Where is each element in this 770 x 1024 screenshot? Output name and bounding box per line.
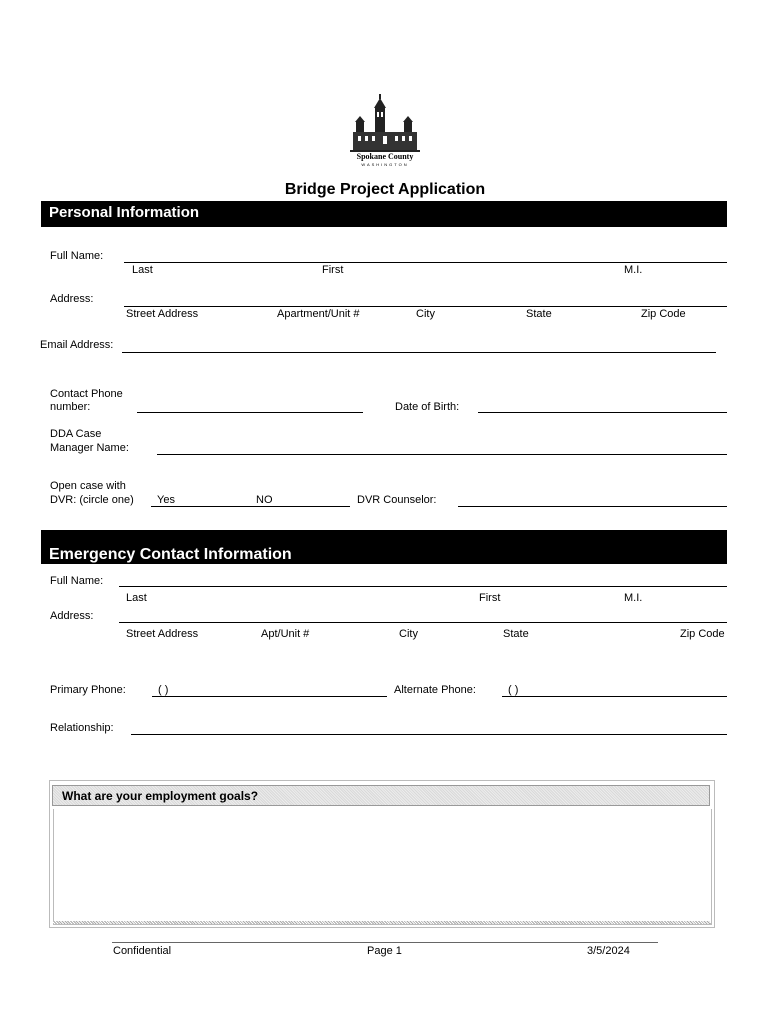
name-mi-caption: M.I. [624,264,643,276]
email-label: Email Address: [40,339,114,351]
contact-phone-field[interactable] [137,412,363,413]
goals-bottom-border [53,921,710,924]
address-zip-caption: Zip Code [641,308,686,320]
dvr-label-text: DVR: (circle one) [50,494,134,506]
alternate-phone-paren: ( ) [508,684,519,696]
relationship-label: Relationship: [50,722,114,734]
employment-goals-title: What are your employment goals? [62,789,259,803]
address-city-caption: City [416,308,435,320]
dvr-label-line2 [50,494,134,506]
alternate-phone-label: Alternate Phone: [394,684,476,696]
dvr-yes-option[interactable]: Yes [157,494,175,506]
logo-sub: WASHINGTON [361,162,409,167]
dda-manager-field[interactable] [157,454,727,455]
name-last-caption: Last [132,264,153,276]
primary-phone-label: Primary Phone: [50,684,126,696]
personal-section-title: Personal Information [49,204,200,221]
footer-date: 3/5/2024 [587,945,630,957]
contact-phone-label-line1: Contact Phone [50,388,123,400]
dda-label-line1: DDA Case [50,428,102,440]
page-title: Bridge Project Application [284,181,486,198]
contact-phone-label-line2: number: [50,401,91,413]
alternate-phone-field[interactable] [502,696,727,697]
emergency-street-caption: Street Address [126,628,199,640]
emergency-name-mi-caption: M.I. [624,592,643,604]
address-state-caption: State [526,308,552,320]
dvr-label-line1: Open case with [50,480,126,492]
emergency-section-title: Emergency Contact Information [49,546,292,563]
emergency-name-first-caption: First [479,592,501,604]
emergency-section-header [41,530,727,564]
footer-page-number: Page 1 [367,945,402,957]
full-name-label: Full Name: [50,250,104,262]
emergency-state-caption: State [503,628,529,640]
footer-confidential: Confidential [113,945,172,957]
emergency-zip-caption: Zip Code [680,628,725,640]
personal-section-header [41,201,727,227]
emergency-full-name-field[interactable] [119,586,727,587]
full-name-field[interactable] [124,262,727,263]
footer-rule [112,942,658,943]
emergency-full-name-label: Full Name: [50,575,104,587]
logo-name: Spokane County [356,152,414,161]
relationship-field[interactable] [131,734,727,735]
date-of-birth-label: Date of Birth: [395,401,460,413]
email-field[interactable] [122,352,716,353]
primary-phone-field[interactable] [152,696,387,697]
address-street-caption: Street Address [126,308,199,320]
date-of-birth-field[interactable] [478,412,727,413]
employment-goals-textarea[interactable] [53,809,712,925]
address-field[interactable] [124,306,727,307]
address-label: Address: [50,293,94,305]
emergency-city-caption: City [399,628,418,640]
emergency-address-field[interactable] [119,622,727,623]
emergency-apt-caption: Apt/Unit # [261,628,310,640]
dvr-choice-line [151,506,350,507]
dvr-no-option[interactable]: NO [256,494,273,506]
emergency-address-label: Address: [50,610,94,622]
dda-label-line2: Manager Name: [50,442,129,454]
emergency-name-last-caption: Last [126,592,147,604]
address-apt-caption: Apartment/Unit # [277,308,360,320]
dvr-counselor-label: DVR Counselor: [357,494,437,506]
name-first-caption: First [322,264,344,276]
dvr-counselor-field[interactable] [458,506,727,507]
employment-goals-header [52,785,710,806]
primary-phone-paren: ( ) [158,684,169,696]
